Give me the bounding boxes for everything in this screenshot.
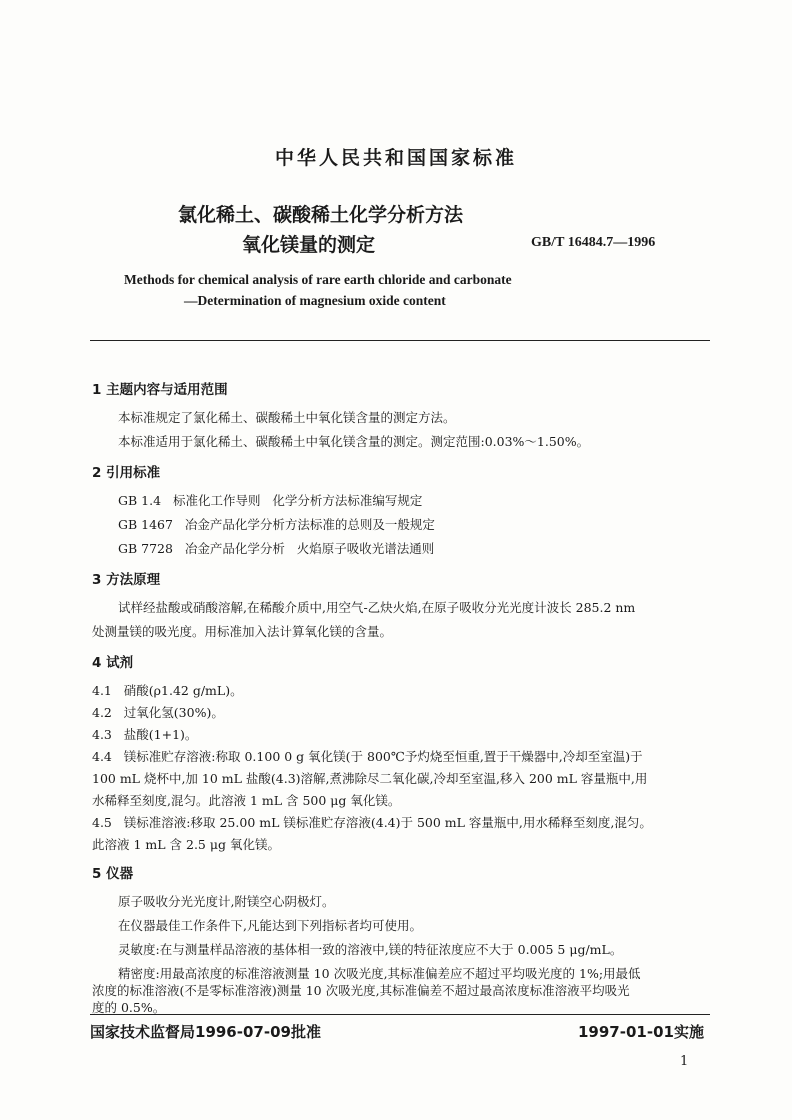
page-number: 1: [680, 1054, 689, 1069]
reagent-item: 4.5 镁标准溶液:移取 25.00 mL 镁标准贮存溶液(4.4)于 500 mL 容量瓶中,用水稀释至刻度,混匀。: [92, 815, 652, 830]
section-5-paragraph-continued: 浓度的标准溶液(不是零标准溶液)测量 10 次吸光度,其标准偏差不超过最高浓度标准溶液平均吸光: [92, 983, 630, 998]
section-5-paragraph-end-text: 度的 0.5%。: [92, 1000, 166, 1015]
standard-number: GB/T 16484.7—1996: [531, 235, 656, 250]
document-title-line1: 氯化稀土、碳酸稀土化学分析方法: [178, 204, 464, 226]
section-2-heading: 2 引用标准: [92, 465, 161, 481]
section-5-heading: 5 仪器: [92, 866, 134, 882]
reference-item: GB 7728 冶金产品化学分析 火焰原子吸收光谱法通则: [118, 541, 435, 556]
section-4-heading: 4 试剂: [92, 655, 134, 671]
reference-item: GB 1467 冶金产品化学分析方法标准的总则及一般规定: [118, 517, 435, 532]
footer-divider: [90, 1014, 710, 1015]
english-title-line1: Methods for chemical analysis of rare earth chloride and carbonate: [124, 272, 512, 287]
document-title-line2: 氧化镁量的测定: [242, 234, 376, 256]
issuer-title: 中华人民共和国国家标准: [274, 147, 517, 169]
header-divider: [90, 340, 710, 341]
section-5-paragraph: 在仪器最佳工作条件下,凡能达到下列指标者均可使用。: [118, 918, 422, 933]
reagent-item: 4.1 硝酸(ρ1.42 g/mL)。: [92, 683, 243, 698]
section-5-paragraph: 原子吸收分光光度计,附镁空心阴极灯。: [118, 894, 335, 909]
section-3-heading: 3 方法原理: [92, 572, 161, 588]
reagent-item: 4.3 盐酸(1+1)。: [92, 727, 198, 742]
section-5-paragraph: 灵敏度:在与测量样品溶液的基体相一致的溶液中,镁的特征浓度应不大于 0.005 5 μg/mL。: [118, 942, 623, 957]
reagent-item-continued: 水稀释至刻度,混匀。此溶液 1 mL 含 500 μg 氧化镁。: [92, 793, 401, 808]
reagent-item-continued: 此溶液 1 mL 含 2.5 μg 氧化镁。: [92, 837, 280, 852]
section-5-paragraph: 精密度:用最高浓度的标准溶液测量 10 次吸光度,其标准偏差应不超过平均吸光度的 1%;用最低: [118, 966, 641, 981]
approval-date: 国家技术监督局1996-07-09批准: [90, 1023, 321, 1041]
english-title-line2: —Determination of magnesium oxide content: [184, 293, 446, 308]
reagent-item-continued: 100 mL 烧杯中,加 10 mL 盐酸(4.3)溶解,煮沸除尽二氧化碳,冷却至室温,移入 200 mL 容量瓶中,用: [92, 771, 648, 786]
reference-item: GB 1.4 标准化工作导则 化学分析方法标准编写规定: [118, 493, 423, 508]
section-1-paragraph: 本标准适用于氯化稀土、碳酸稀土中氧化镁含量的测定。测定范围:0.03%～1.50%。: [118, 434, 590, 449]
implementation-date: 1997-01-01实施: [578, 1023, 704, 1041]
section-3-text: 处测量镁的吸光度。用标准加入法计算氧化镁的含量。: [92, 624, 393, 639]
section-3-text: 试样经盐酸或硝酸溶解,在稀酸介质中,用空气-乙炔火焰,在原子吸收分光光度计波长 285.2 nm: [118, 600, 636, 615]
section-1-paragraph: 本标准规定了氯化稀土、碳酸稀土中氧化镁含量的测定方法。: [118, 410, 456, 425]
reagent-item: 4.4 镁标准贮存溶液:称取 0.100 0 g 氧化镁(于 800℃予灼烧至恒重,置于干燥器中,冷却至室温)于: [92, 749, 643, 764]
section-1-heading: 1 主题内容与适用范围: [92, 382, 228, 398]
reagent-item: 4.2 过氧化氢(30%)。: [92, 705, 224, 720]
